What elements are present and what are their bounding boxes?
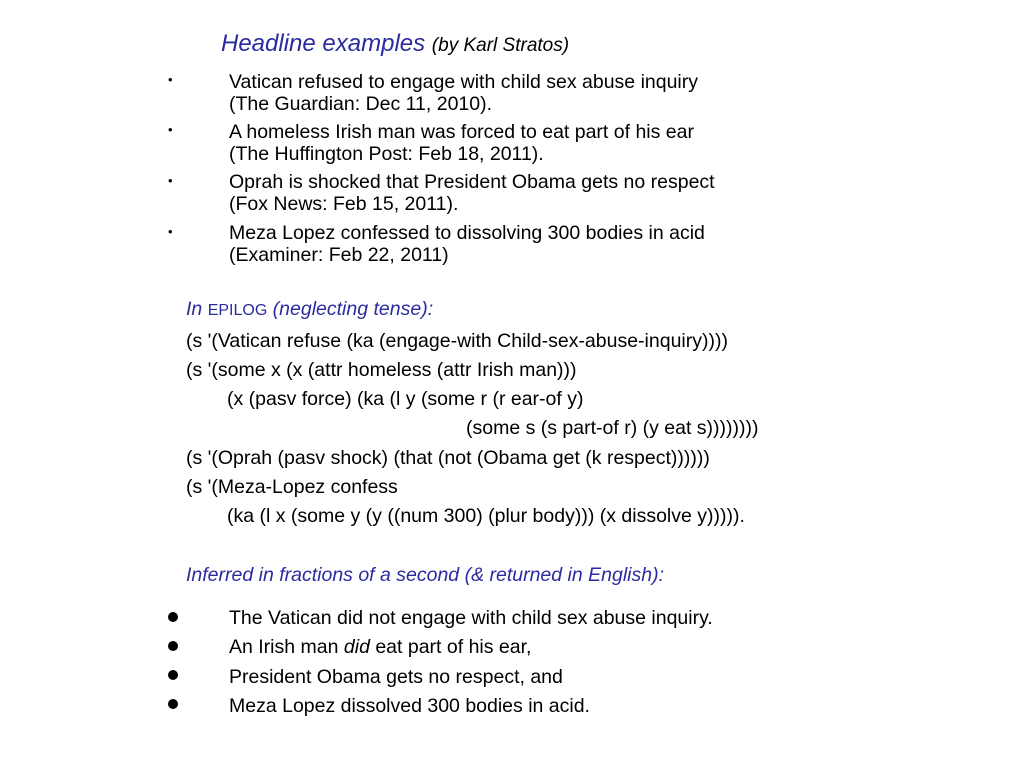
epilog-line: (some s (s part-of r) (y eat s)))))))): [466, 417, 759, 439]
title-main: Headline examples: [221, 30, 426, 57]
title-author: (by Karl Stratos): [431, 35, 570, 56]
headline-text: Oprah is shocked that President Obama gets no respect: [229, 171, 715, 193]
inferred-item: Meza Lopez dissolved 300 bodies in acid.: [229, 695, 590, 717]
inferred-item-emphasis: did: [343, 636, 370, 658]
bullet-dot-icon: [168, 670, 178, 680]
epilog-line: (x (pasv force) (ka (l y (some r (r ear-of y): [227, 388, 584, 410]
headline-source: (Fox News: Feb 15, 2011).: [229, 193, 459, 215]
headline-text: Meza Lopez confessed to dissolving 300 bodies in acid: [229, 222, 705, 244]
epilog-line: (s '(some x (x (attr homeless (attr Irish man))): [186, 359, 577, 381]
epilog-heading: [186, 298, 433, 321]
inferred-item: The Vatican did not engage with child sex abuse inquiry.: [229, 607, 713, 629]
headline-bullet: •: [168, 173, 173, 188]
inferred-item: President Obama gets no respect, and: [229, 666, 563, 688]
epilog-line: (s '(Meza-Lopez confess: [186, 476, 398, 498]
inferred-item: [229, 636, 531, 658]
bullet-dot-icon: [168, 699, 178, 709]
headline-text: A homeless Irish man was forced to eat part of his ear: [229, 121, 694, 143]
headline-text: Vatican refused to engage with child sex abuse inquiry: [229, 71, 699, 93]
epilog-heading-suffix: (neglecting tense):: [267, 298, 434, 320]
bullet-dot-icon: [168, 641, 178, 651]
headline-bullet: •: [168, 224, 173, 239]
headline-source: (The Guardian: Dec 11, 2010).: [229, 93, 493, 115]
epilog-line: (s '(Vatican refuse (ka (engage-with Child-sex-abuse-inquiry)))): [186, 330, 728, 352]
epilog-system-name: EPILOG: [207, 302, 268, 319]
epilog-heading-prefix: In: [186, 298, 208, 320]
headline-bullet: •: [168, 122, 173, 137]
epilog-line: (ka (l x (some y (y ((num 300) (plur body))) (x dissolve y))))).: [227, 505, 745, 527]
headline-source: (The Huffington Post: Feb 18, 2011).: [229, 143, 544, 165]
epilog-line: (s '(Oprah (pasv shock) (that (not (Obama get (k respect)))))): [186, 447, 710, 469]
inferred-item-part: An Irish man: [229, 636, 344, 658]
headline-source: (Examiner: Feb 22, 2011): [229, 244, 449, 266]
page-title: [221, 30, 569, 58]
bullet-dot-icon: [168, 612, 178, 622]
inferred-item-part: eat part of his ear,: [369, 636, 532, 658]
headline-bullet: •: [168, 72, 173, 87]
inferred-heading: Inferred in fractions of a second (& returned in English):: [186, 564, 664, 586]
